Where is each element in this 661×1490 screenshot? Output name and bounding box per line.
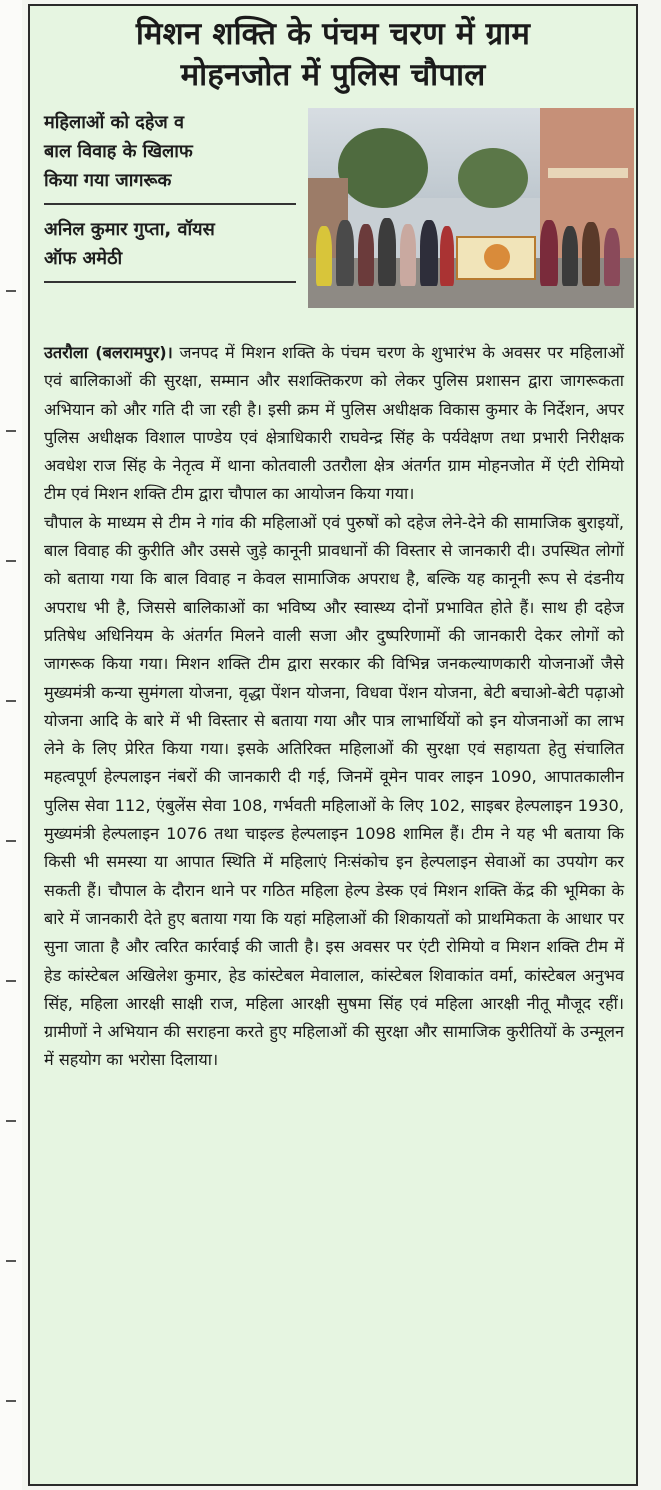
byline [44,215,296,273]
subheadline-line-3: किया गया जागरूक [44,170,172,191]
headline-line-2: मोहनजोत में पुलिस चौपाल [180,57,486,93]
subheadline [44,108,296,195]
lead-sidebar [44,106,296,283]
paragraph-1 [44,339,624,509]
news-clipping [28,4,638,1486]
subheadline-line-2: बाल विवाह के खिलाफ [44,141,193,162]
subheadline-line-1: महिलाओं को दहेज व [44,112,185,133]
dateline: उतरौला (बलरामपुर)। [44,343,173,362]
divider [44,203,296,205]
headline [38,14,628,96]
lead-block [30,106,636,322]
village-chaupal-gathering-photo [308,108,634,308]
paragraph-1-text: जनपद में मिशन शक्ति के पंचम चरण के शुभारंभ के अवसर पर महिलाओं एवं बालिकाओं की सुरक्षा, सम्मान और सशक्तिकरण को लेकर पुलिस प्रशासन द्वारा जागरूकता अभियान को और गति दी जा रही है। इसी क्रम में पुलिस अधीक्षक विकास कुमार के निर्देशन, अपर पुलिस अधीक्षक विशाल पाण्डेय एवं क्षेत्राधिकारी राघवेन्द्र सिंह के पर्यवेक्षण तथा प्रभारी निरीक्षक अवधेश राज सिंह के नेतृत्व में थाना कोतवाली उतरौला क्षेत्र अंतर्गत ग्राम मोहनजोत में एंटी रोमियो टीम एवं मिशन शक्ति टीम द्वारा चौपाल का आयोजन किया गया। [44,343,624,504]
divider [44,281,296,283]
byline-line-1: अनिल कुमार गुप्ता, वॉयस [44,219,215,240]
article-body [44,339,624,1075]
adjacent-column-edge [0,0,22,1490]
byline-line-2: ऑफ अमेठी [44,248,123,269]
headline-line-1: मिशन शक्ति के पंचम चरण में ग्राम [135,16,531,52]
paragraph-2: चौपाल के माध्यम से टीम ने गांव की महिलाओं एवं पुरुषों को दहेज लेने-देने की सामाजिक बुराइयों, बाल विवाह की कुरीति और उससे जुड़े कानूनी प्रावधानों की विस्तार से जानकारी दी। उपस्थित लोगों को बताया गया कि बाल विवाह न केवल सामाजिक अपराध है, बल्कि यह कानूनी रूप से दंडनीय अपराध भी है, जिससे बालिकाओं का भविष्य और स्वास्थ्य दोनों प्रभावित होते हैं। साथ ही दहेज प्रतिषेध अधिनियम के अंतर्गत मिलने वाली सजा और दुष्परिणामों की जानकारी देकर लोगों को जागरूक किया गया। मिशन शक्ति टीम द्वारा सरकार की विभिन्न जनकल्याणकारी योजनाओं जैसे मुख्यमंत्री कन्या सुमंगला योजना, वृद्धा पेंशन योजना, विधवा पेंशन योजना, बेटी बचाओ-बेटी पढ़ाओ योजना आदि के बारे में भी विस्तार से बताया गया और पात्र लाभार्थियों को इन योजनाओं का लाभ लेने के लिए प्रेरित किया गया। इसके अतिरिक्त महिलाओं की सुरक्षा एवं सहायता हेतु संचालित महत्वपूर्ण हेल्पलाइन नंबरों की जानकारी दी गई, जिनमें वूमेन पावर लाइन 1090, आपातकालीन पुलिस सेवा 112, एंबुलेंस सेवा 108, गर्भवती महिलाओं के लिए 102, साइबर हेल्पलाइन 1930, मुख्यमंत्री हेल्पलाइन 1076 तथा चाइल्ड हेल्पलाइन 1098 शामिल हैं। टीम ने यह भी बताया कि किसी भी समस्या या आपात स्थिति में महिलाएं निःसंकोच इन हेल्पलाइन सेवाओं का उपयोग कर सकती हैं। चौपाल के दौरान थाने पर गठित महिला हेल्प डेस्क एवं मिशन शक्ति केंद्र की भूमिका के बारे में जानकारी देते हुए बताया गया कि यहां महिलाओं की शिकायतों को प्राथमिकता के आधार पर सुना जाता है और त्वरित कार्रवाई की जाती है। इस अवसर पर एंटी रोमियो व मिशन शक्ति टीम में हेड कांस्टेबल अखिलेश कुमार, हेड कांस्टेबल मेवालाल, कांस्टेबल शिवाकांत वर्मा, कांस्टेबल अनुभव सिंह, महिला आरक्षी साक्षी राज, महिला आरक्षी सुषमा सिंह एवं महिला आरक्षी नीतू मौजूद रहीं। ग्रामीणों ने अभियान की सराहना करते हुए महिलाओं की सुरक्षा और सामाजिक कुरीतियों के उन्मूलन में सहयोग का भरोसा दिलाया। [44,512,624,1070]
